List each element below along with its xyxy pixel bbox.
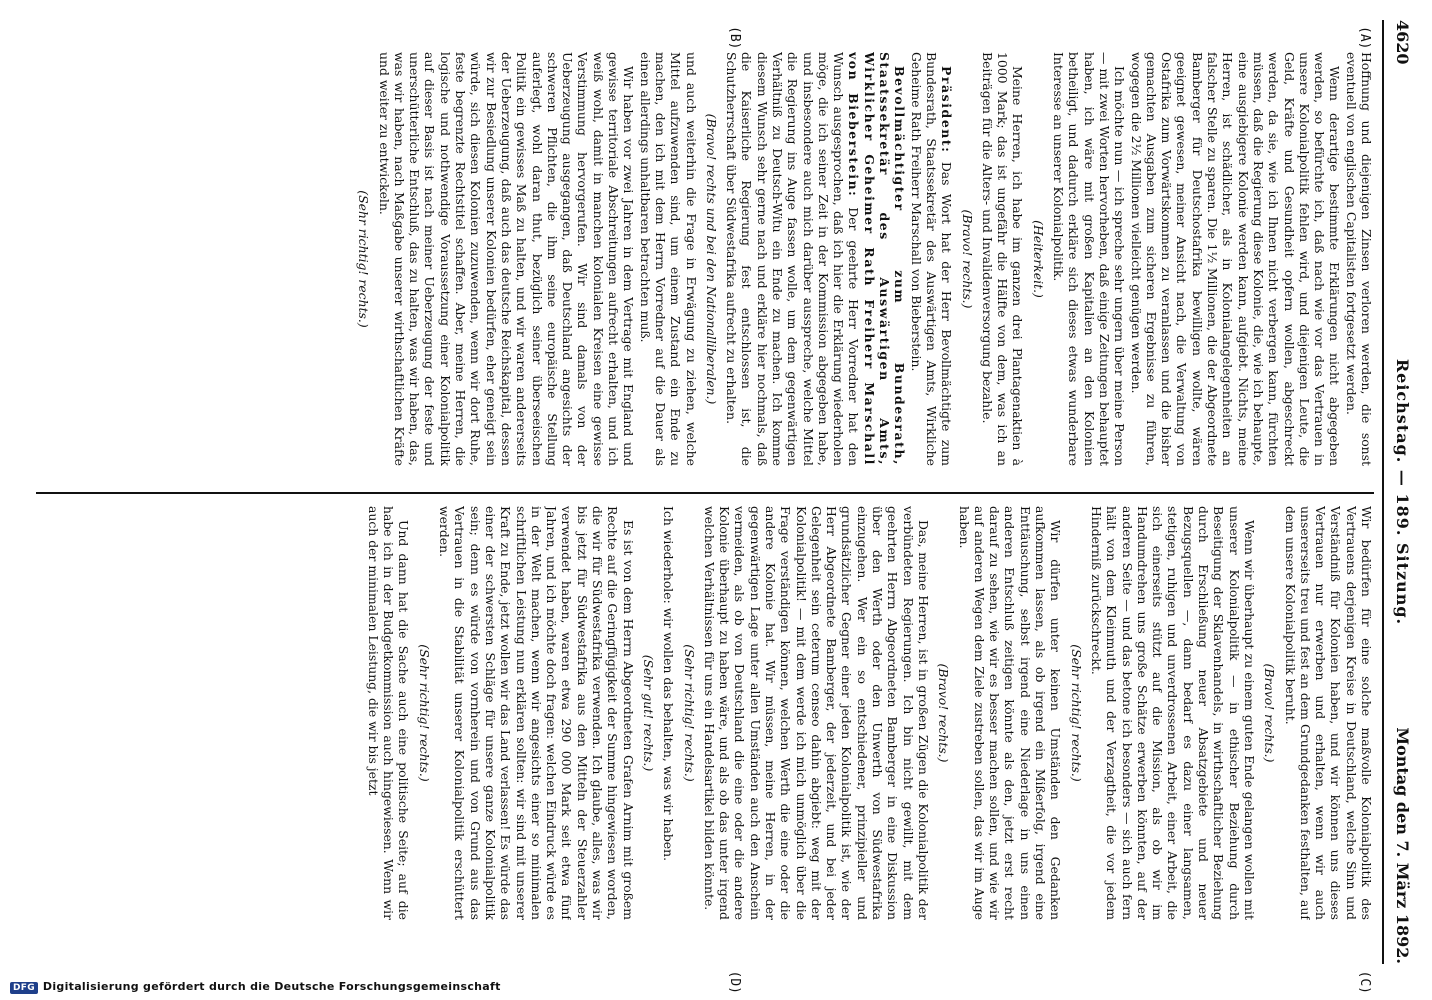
digitization-credit — [10, 980, 501, 994]
dfg-logo: DFG — [10, 982, 38, 994]
interjection: (Sehr richtig! rechts.) — [1068, 644, 1084, 782]
paragraph: Es ist von dem Herrn Abgeordneten Grafen Arnim mit großem Rechte auf die Geringfügigkeit der Summe hingewiesen worden, die wir für Südwestafrika verwenden. Ich glaube, alles, was wir bis jetzt für Südwestafrika aus den Mitteln der Steuerzahler verwendet haben, waren etwa 290 000 Mark seit etwa fünf Jahren, und ich möchte doch fragen: welchen Eindruck würde es in der Welt machen, wenn wir angesichts einer so minimalen schriftlichen Leistung nun erklären sollten: wir sind mit unserer Kraft zu Ende, jetzt wollen wir das Land verlassen! Es würde das einer der schwersten Schläge für unsere ganze Kolonialpolitik sein; denn es würde von vornherein und von Grund aus das Vertrauen in die Stabilität unserer Kolonialpolitik erschüttert werden. — [437, 506, 636, 920]
paragraph: Ich wiederhole: wir wollen das behalten, was wir haben. — [661, 506, 677, 862]
session-date: Montag den 7. März 1892. — [1393, 727, 1412, 964]
margin-marker-a: (A) — [1357, 26, 1372, 50]
president-paragraph — [908, 52, 954, 466]
paragraph: Meine Herren, ich habe im ganzen drei Plantagenaktien à 1000 Mark; das ist ungefähr die Hälfte von dem, was ich an Beiträgen für die Alters- und Invalidenversorgung bezahle. — [979, 52, 1026, 466]
left-column — [36, 52, 1374, 466]
paragraph: Wir bedürfen für eine solche maßvolle Kolonialpolitik des Vertrauens derjenigen Kreise in Deutschland, welche Sinn und Verständniß für Kolonien haben, und wir können uns dieses Vertrauen nur erwerben und erhalten, wenn wir auch unsererseits treu und fest an dem Grundgedanken festhalten, auf dem unsere Kolonialpolitik beruht. — [1282, 506, 1374, 920]
credit-text: Digitalisierung gefördert durch die Deutsche Forschungsgemeinschaft — [42, 980, 501, 993]
paragraph: Und dann hat die Sache auch eine politische Seite; auf die habe ich in der Budgetkommission auch hingewiesen. Wenn wir auch der minimalen Leistung, die wir bis jetzt — [365, 506, 412, 920]
page-number: 4620 — [1393, 20, 1412, 65]
interjection: (Heiterkeit.) — [1030, 220, 1046, 298]
interjection: (Sehr richtig! rechts.) — [356, 190, 372, 328]
header-rule — [1382, 20, 1384, 964]
president-text: Das Wort hat der Herr Bevollmächtigte zum Bundesrath, Staatssekretär des Auswärtigen Amts, Wirkliche Geheime Rath Freiherr Marschall von Bieberstein. — [908, 52, 955, 466]
interjection: (Bravo! rechts.) — [936, 663, 952, 763]
interjection: (Sehr richtig! rechts.) — [681, 644, 697, 782]
interjection: (Bravo! rechts und bei den Nationalliberalen.) — [703, 113, 719, 405]
column-divider — [36, 492, 1374, 494]
margin-marker-c: (C) — [1357, 970, 1372, 994]
paragraph: Wenn wir überhaupt zu einem guten Ende gelangen wollen mit unserer Kolonialpolitik — in ethischer Beziehung durch Beseitigung der Sklavenhandels, in wirthschaftlicher Beziehung durch Erschließung neuer Absatzgebiete und neuer Bezugsquellen —, dann bedarf es dazu einer langsamen, stetigen, ruhigen und unverdrossenen Arbeit, einer Arbeit, die sich einerseits stützt auf die Mission, als ob wir im Handumdrehen uns große Schätze erwerben könnten, auf der anderen Seite — und das betone ich besonders — sich auch fern hält von dem Kleinmuth und der Verzagtheit, die vor jedem Hinderniß zurückschreckt. — [1088, 506, 1257, 920]
interjection: (Sehr gut! rechts.) — [640, 654, 656, 772]
page-header — [1386, 20, 1412, 964]
paragraph: Das, meine Herren, ist in großen Zügen die Kolonialpolitik der verbündeten Regierungen. Ich bin nicht gewillt, mit dem geehrten Herrn Abgeordneten Bamberger in eine Diskussion über den Werth oder den Unwerth von Südwestafrika einzugehen. Wer ein so entschiedener, prinzipieller und grundsätzlicher Gegner einer jeden Kolonialpolitik ist, wie der Herr Abgeordnete Bamberger, der jederzeit, und bei jeder Gelegenheit sein ceterum censeo dahin abgiebt: weg mit der Kolonialpolitik! — mit dem werde ich mich unmöglich über die Frage verständigen können, welchen Werth die eine oder die andere Kolonie hat. Wir müssen, meine Herren, in der gegenwärtigen Lage unter allen Umständen auch den Anschein vermeiden, als ob von Deutschland die eine oder die andere Kolonie überhaupt zu haben wäre, und als ob das unter irgend welchen Verhältnissen für uns ein Handelsartikel bilden könnte. — [701, 506, 931, 920]
paragraph: Wenn derartige bestimmte Erklärungen nicht abgegeben werden, so befürchte ich, daß nach wie vor das Vertrauen in unsere Kolonialpolitik fehlen wird, und diejenigen Leute, die Geld, Kräfte und Gesundheit opfern wollen, abgeschreckt werden, da sie, wie ich Ihnen nicht verbergen kann, fürchten müssen, daß die Regierung diese Kolonie, die, wie ich behaupte, eine ausgiebigere Kolonie werden kann, aufgiebt. Nichts, meine Herren, ist schädlicher, als in Kolonialangelegenheiten an falscher Stelle zu sparen. Die 1½ Millionen, die der Abgeordnete Bamberger für Deutschostafrika bewilligen wollte, wären geeignet gewesen, meiner Ansicht nach, die Verwaltung von Ostafrika zum Vorwärtskommen zu veranlassen und die bisher gemachten Ausgaben zum sicheren Ergebnisse zu führen, wogegen die 2½ Millionen vielleicht genügen werden. — [1128, 52, 1343, 466]
speaker-text: Der geehrte Herr Vorredner hat den Wunsch ausgesprochen, daß ich hier die Erklärung wiederholen möge, die ich seiner Zeit in der Kommission abgegeben habe, und insbesondere auch mich darüber ausspreche, welche Mittel die Regierung ins Auge fassen wolle, um dem gegenwärtigen Verhältniß zu Deutsch-Witu ein Ende zu machen. Ich komme diesem Wunsch sehr gerne nach und erkläre hier nochmals, daß die Kaiserliche Regierung fest entschlossen ist, die Schutzherrschaft über Südwestafrika aufrecht zu erhalten. — [724, 52, 862, 466]
speaker-paragraph — [724, 52, 908, 466]
interjection: (Bravo! rechts.) — [1262, 663, 1278, 763]
right-column — [36, 506, 1374, 920]
paragraph: Ich möchte nun — ich spreche sehr ungern über meine Person — mit zwei Worten hervorheben, daß einige Zeitungen behauptet haben, ich wäre mit großen Kapitalien an den Kolonien betheiligt, und dadurch erkläre sich dieses etwas wunderbare Interesse an unserer Kolonialpolitik. — [1051, 52, 1128, 466]
margin-marker-b: (B) — [727, 26, 742, 50]
session-title: Reichstag. — 189. Sitzung. — [1393, 358, 1412, 626]
margin-marker-d: (D) — [727, 970, 742, 994]
paragraph: und auch weiterhin die Frage in Erwägung zu ziehen, welche Mittel aufzuwenden sind, um einem Zustand ein Ende zu machen, den ich mit dem Herrn Vorredner auf die Dauer als einen allerdings unhaltbaren betrachten muß. — [637, 52, 699, 466]
interjection: (Sehr richtig! rechts.) — [416, 644, 432, 782]
president-label: Präsident: — [939, 66, 955, 154]
paragraph: Hoffnung und diejenigen Zinsen verloren werden, die sonst eventuell von englischen Capitalisten fortgesetzt werden. — [1343, 52, 1374, 466]
paragraph: Wir haben vor zwei Jahren in dem Vertrage mit England und gewisse territoriale Abschreitungen aufrecht erhalten, und ich weiß wohl, damit in manchen kolonialen Kreisen eine gewisse Verstimmung hervorgerufen. Wir sind damals von der Ueberzeugung ausgegangen, daß Deutschland angesichts der schweren Pflichten, die ihm seine europäische Stellung auferlegt, wohl daran thut, bezüglich seiner überseeischen Politik ein gewisses Maß zu halten, und wir waren andererseits der Ueberzeugung, daß auch das deutsche Reichskapital, dessen wir zur Besiedlung unserer Kolonien bedürfen, eher geneigt sein würde, sich diesen Kolonien zuzuwenden, wenn wir dort Ruhe, feste begrenzte Rechtstitel schaffen. Aber, meine Herren, die logische und nothwendige Voraussetzung einer Kolonialpolitik auf dieser Basis ist nach meiner Ueberzeugung der feste und unerschütterliche Entschluß, das zu halten, was wir haben, das, was wir haben, nach Maßgabe unserer wirthschaftlichen Kräfte und weiter zu entwickeln. — [376, 52, 637, 466]
interjection: (Bravo! rechts.) — [959, 209, 975, 309]
speaker-label: Bevollmächtigter zum Bundesrath, Staatssekretär des Auswärtigen Amts, Wirklicher Geheimer Rath Freiherr Marschall von Bieberstein: — [846, 52, 908, 466]
paragraph: Wir dürfen unter keinen Umständen den Gedanken aufkommen lassen, als ob irgend ein Mißerfolg, irgend eine Enttäuschung, selbst irgend eine Niederlage in uns einen anderen Entschluß zeitigen könnte als den, jetzt erst recht darauf zu sehen, wie wir es besser machen sollen, und wie wir auf anderen Wegen dem Ziele zustreben sollen, das wir im Auge haben. — [956, 506, 1064, 920]
